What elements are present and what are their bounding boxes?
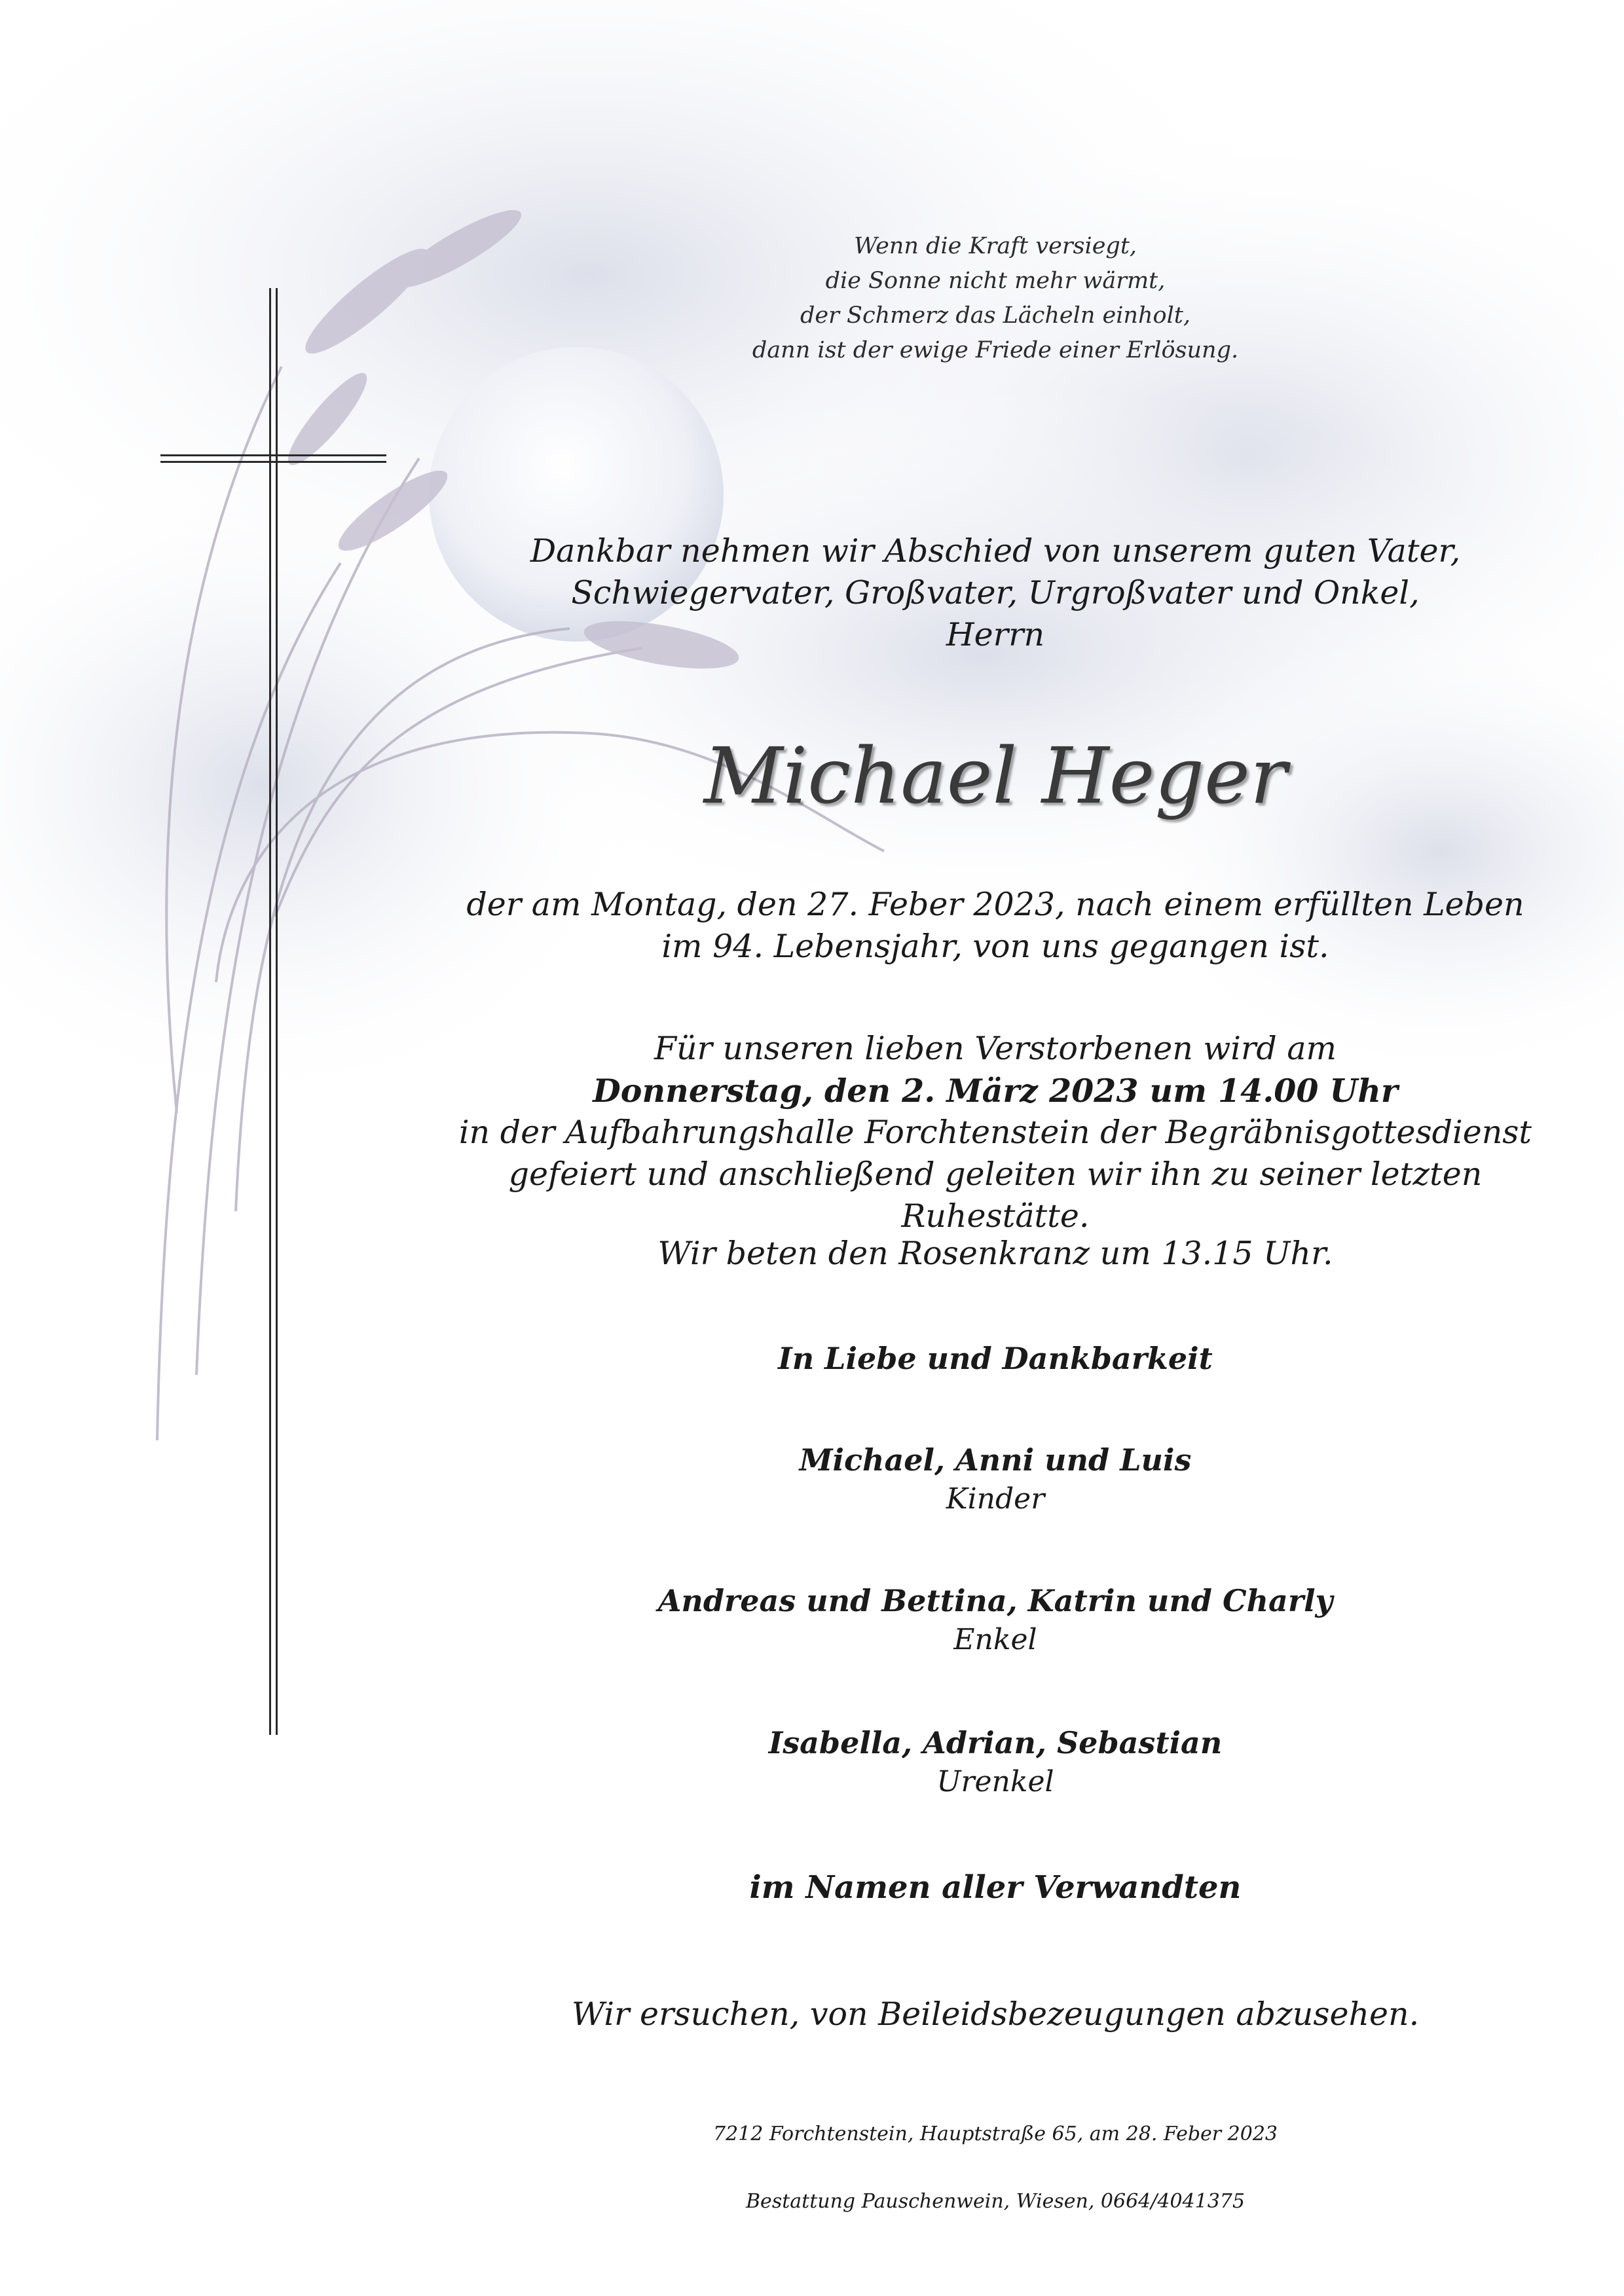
death-notice-line: im 94. Lebensjahr, von uns gegangen ist.	[661, 928, 1329, 965]
service-line: gefeiert und anschließend geleiten wir ihn zu seiner letzten Ruhestätte.	[508, 1156, 1483, 1235]
mourner-group-grandchildren	[458, 1581, 1532, 1660]
poem-line: dann ist der ewige Friede einer Erlösung.	[752, 337, 1239, 363]
cross-horizontal-line-top	[160, 454, 386, 456]
footer-undertaker: Bestattung Pauschenwein, Wiesen, 0664/4041375	[746, 2190, 1245, 2213]
mourner-group-children	[458, 1440, 1532, 1519]
closing-line: im Namen aller Verwandten	[749, 1869, 1242, 1906]
rosary-notice: Wir beten den Rosenkranz um 13.15 Uhr.	[657, 1235, 1333, 1272]
cross-horizontal-line-bottom	[160, 461, 386, 463]
service-line: Für unseren lieben Verstorbenen wird am	[654, 1030, 1337, 1067]
mourner-relation: Enkel	[953, 1623, 1037, 1656]
signature-heading: In Liebe und Dankbarkeit	[778, 1341, 1213, 1376]
intro-line: Dankbar nehmen wir Abschied von unserem guten Vater,	[530, 532, 1461, 570]
mourner-names: Isabella, Adrian, Sebastian	[768, 1725, 1223, 1760]
poem-line: die Sonne nicht mehr wärmt,	[825, 268, 1166, 294]
mourner-names: Michael, Anni und Luis	[799, 1442, 1192, 1478]
service-date-time: Donnerstag, den 2. März 2023 um 14.00 Uhr	[593, 1072, 1398, 1110]
mourner-names: Andreas und Bettina, Katrin und Charly	[657, 1583, 1333, 1618]
poem-line: der Schmerz das Lächeln einholt,	[800, 302, 1190, 329]
intro-line: Schwiegervater, Großvater, Urgroßvater und Onkel,	[571, 574, 1420, 611]
funeral-service-info	[458, 1028, 1532, 1237]
death-notice-line: der am Montag, den 27. Feber 2023, nach einem erfüllten Leben	[466, 886, 1524, 923]
poem	[458, 229, 1532, 368]
intro-line: Herrn	[946, 616, 1045, 653]
poem-line: Wenn die Kraft versiegt,	[853, 233, 1137, 259]
farewell-intro	[458, 530, 1532, 656]
cross-vertical-line-right	[276, 288, 278, 1735]
mourner-relation: Kinder	[946, 1482, 1045, 1516]
service-line: in der Aufbahrungshalle Forchtenstein der Begräbnisgottesdienst	[458, 1114, 1532, 1151]
cross-vertical-line-left	[269, 288, 271, 1735]
mourner-group-great-grandchildren	[458, 1723, 1532, 1802]
footer-place-date: 7212 Forchtenstein, Hauptstraße 65, am 28. Feber 2023	[712, 2123, 1278, 2145]
death-notice	[458, 884, 1532, 968]
mourner-relation: Urenkel	[936, 1765, 1054, 1798]
deceased-name: Michael Heger	[703, 731, 1287, 821]
condolence-request: Wir ersuchen, von Beileidsbezeugungen abzusehen.	[571, 1995, 1420, 2033]
